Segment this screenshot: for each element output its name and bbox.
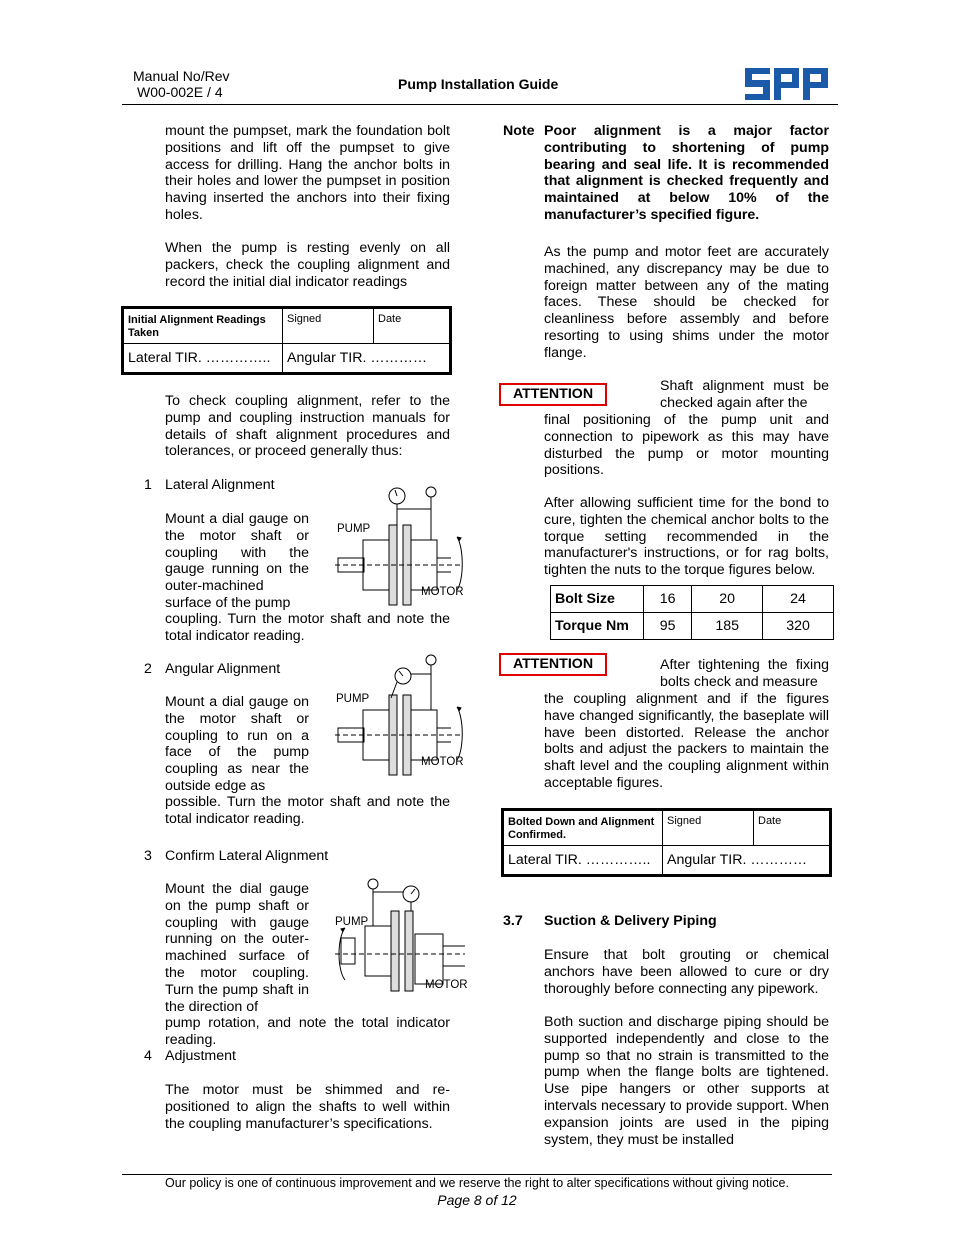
bolt-size-cell: 16 xyxy=(644,586,692,613)
torque-label: Torque Nm xyxy=(551,613,644,640)
note-text: Poor alignment is a major factor contributing to shortening of pump bearing and seal life. It is recommended that alignment is checked frequently and maintained at below 10% of the manufacturer’s specified figure. xyxy=(544,123,829,223)
angular-alignment-diagram xyxy=(333,652,473,772)
attention-badge-1: ATTENTION xyxy=(499,383,607,406)
bolted-table-heading: Bolted Down and Alignment Confirmed. xyxy=(503,810,663,846)
paragraph-feet: As the pump and motor feet are accurately machined, any discrepancy may be due to foreign matter between any of the mating faces. These should be checked for cleanliness before assembly and before resorting to using shims under the motor flange. xyxy=(544,244,829,361)
manual-number: W00-002E / 4 xyxy=(137,84,223,100)
bolt-size-cell: 20 xyxy=(692,586,763,613)
initial-table-angular: Angular TIR. ………… xyxy=(283,344,451,374)
paragraph-both: Both suction and discharge piping should be supported independently and close to the pump so that no strain is transmitted to the pump when the flange bolts are tightened. Use pipe hangers or other supports at intervals necessary to provide support. When expansion joints are used in the piping system, they must be installed xyxy=(544,1014,829,1148)
bolt-size-cell: 24 xyxy=(763,586,834,613)
diagram-2-motor-label: MOTOR xyxy=(421,756,464,768)
diagram-3-motor-label: MOTOR xyxy=(425,979,468,991)
paragraph-resting: When the pump is resting evenly on all packers, check the coupling alignment and record the initial dial indicator readings xyxy=(165,240,450,290)
step-3-text-b: pump rotation, and note the total indicator reading. xyxy=(165,1015,450,1048)
step-2-number: 2 xyxy=(144,661,152,677)
manual-number-label: Manual No/Rev xyxy=(133,68,230,84)
paragraph-mount: mount the pumpset, mark the foundation bolt positions and lift off the pumpset to give access for drilling. Hang the anchor bolts in their holes and lower the pumpset in position having inserted the anchors into their fixing holes. xyxy=(165,123,450,223)
attention-badge-2: ATTENTION xyxy=(499,653,607,676)
footer-rule xyxy=(122,1174,832,1175)
torque-table xyxy=(550,585,834,640)
diagram-3-pump-label: PUMP xyxy=(335,916,369,928)
step-1-text-b: coupling. Turn the motor shaft and note the total indicator reading. xyxy=(165,611,450,644)
step-1-number: 1 xyxy=(144,477,152,493)
step-2-text-b: possible. Turn the motor shaft and note the total indicator reading. xyxy=(165,794,450,827)
diagram-1-motor-label: MOTOR xyxy=(421,586,464,598)
footer-policy: Our policy is one of continuous improvement and we reserve the right to alter specifications without giving notice. xyxy=(165,1176,789,1190)
attention-1-head: Shaft alignment must be checked again after the xyxy=(660,378,829,411)
initial-table-date: Date xyxy=(374,308,451,344)
lateral-alignment-diagram xyxy=(333,482,473,602)
torque-cell: 185 xyxy=(692,613,763,640)
step-1-title: Lateral Alignment xyxy=(165,477,275,493)
paragraph-check: To check coupling alignment, refer to the pump and coupling instruction manuals for details of shaft alignment procedures and tolerances, or proceed generally thus: xyxy=(165,393,450,460)
attention-1-text: final positioning of the pump unit and connection to pipework as this may have disturbed the pump or motor mounting positions. xyxy=(544,412,829,479)
initial-table-heading: Initial Alignment Readings Taken xyxy=(123,308,283,344)
section-title: Suction & Delivery Piping xyxy=(544,913,717,929)
torque-cell: 95 xyxy=(644,613,692,640)
bolted-table-signed: Signed xyxy=(663,810,754,846)
attention-2-head: After tightening the fixing bolts check and measure xyxy=(660,657,829,690)
page-title: Pump Installation Guide xyxy=(398,76,559,92)
step-2-title: Angular Alignment xyxy=(165,661,281,677)
bolted-table-angular: Angular TIR. ………… xyxy=(663,846,831,876)
section-number: 3.7 xyxy=(503,913,523,929)
paragraph-ensure: Ensure that bolt grouting or chemical anchors have been allowed to cure or dry thoroughly before connecting any pipework. xyxy=(544,947,829,997)
diagram-2-pump-label: PUMP xyxy=(336,693,370,705)
header-rule xyxy=(122,104,838,105)
step-4-number: 4 xyxy=(144,1048,152,1064)
step-2-text-a: Mount a dial gauge on the motor shaft or coupling to run on a face of the pump coupling as near the outside edge as xyxy=(165,694,309,794)
page-number: Page 8 of 12 xyxy=(437,1192,517,1208)
bolted-table-lateral: Lateral TIR. ………….. xyxy=(503,846,663,876)
step-3-text-a: Mount the dial gauge on the pump shaft or coupling with gauge running on the outer-machined surface of the motor coupling. Turn the pump shaft in the direction of xyxy=(165,881,309,1015)
step-3-number: 3 xyxy=(144,848,152,864)
attention-2-text: the coupling alignment and if the figures have changed significantly, the baseplate will have been distorted. Release the anchor bolts and adjust the packers to maintain the shaft level and the coupling alignment within acceptable figures. xyxy=(544,691,829,791)
bolt-size-label: Bolt Size xyxy=(551,586,644,613)
step-1-text-a: Mount a dial gauge on the motor shaft or coupling with the gauge running on the outer-machined surface of the pump xyxy=(165,511,309,611)
initial-table-lateral: Lateral TIR. ………….. xyxy=(123,344,283,374)
paragraph-bond: After allowing sufficient time for the bond to cure, tighten the chemical anchor bolts to the torque setting recommended in the manufacturer's instructions, or for rag bolts, tighten the nuts to the torque figures below. xyxy=(544,495,829,579)
step-4-title: Adjustment xyxy=(165,1048,236,1064)
diagram-1-pump-label: PUMP xyxy=(337,523,371,535)
initial-alignment-table xyxy=(121,306,452,375)
note-label: Note xyxy=(503,123,535,139)
bolted-table-date: Date xyxy=(754,810,831,846)
bolted-down-table xyxy=(501,808,832,877)
step-4-text: The motor must be shimmed and re-positioned to align the shafts to well within the coupling manufacturer’s specifications. xyxy=(165,1082,450,1132)
step-3-title: Confirm Lateral Alignment xyxy=(165,848,329,864)
torque-cell: 320 xyxy=(763,613,834,640)
spp-logo xyxy=(745,68,828,100)
confirm-lateral-alignment-diagram xyxy=(333,876,473,996)
initial-table-signed: Signed xyxy=(283,308,374,344)
